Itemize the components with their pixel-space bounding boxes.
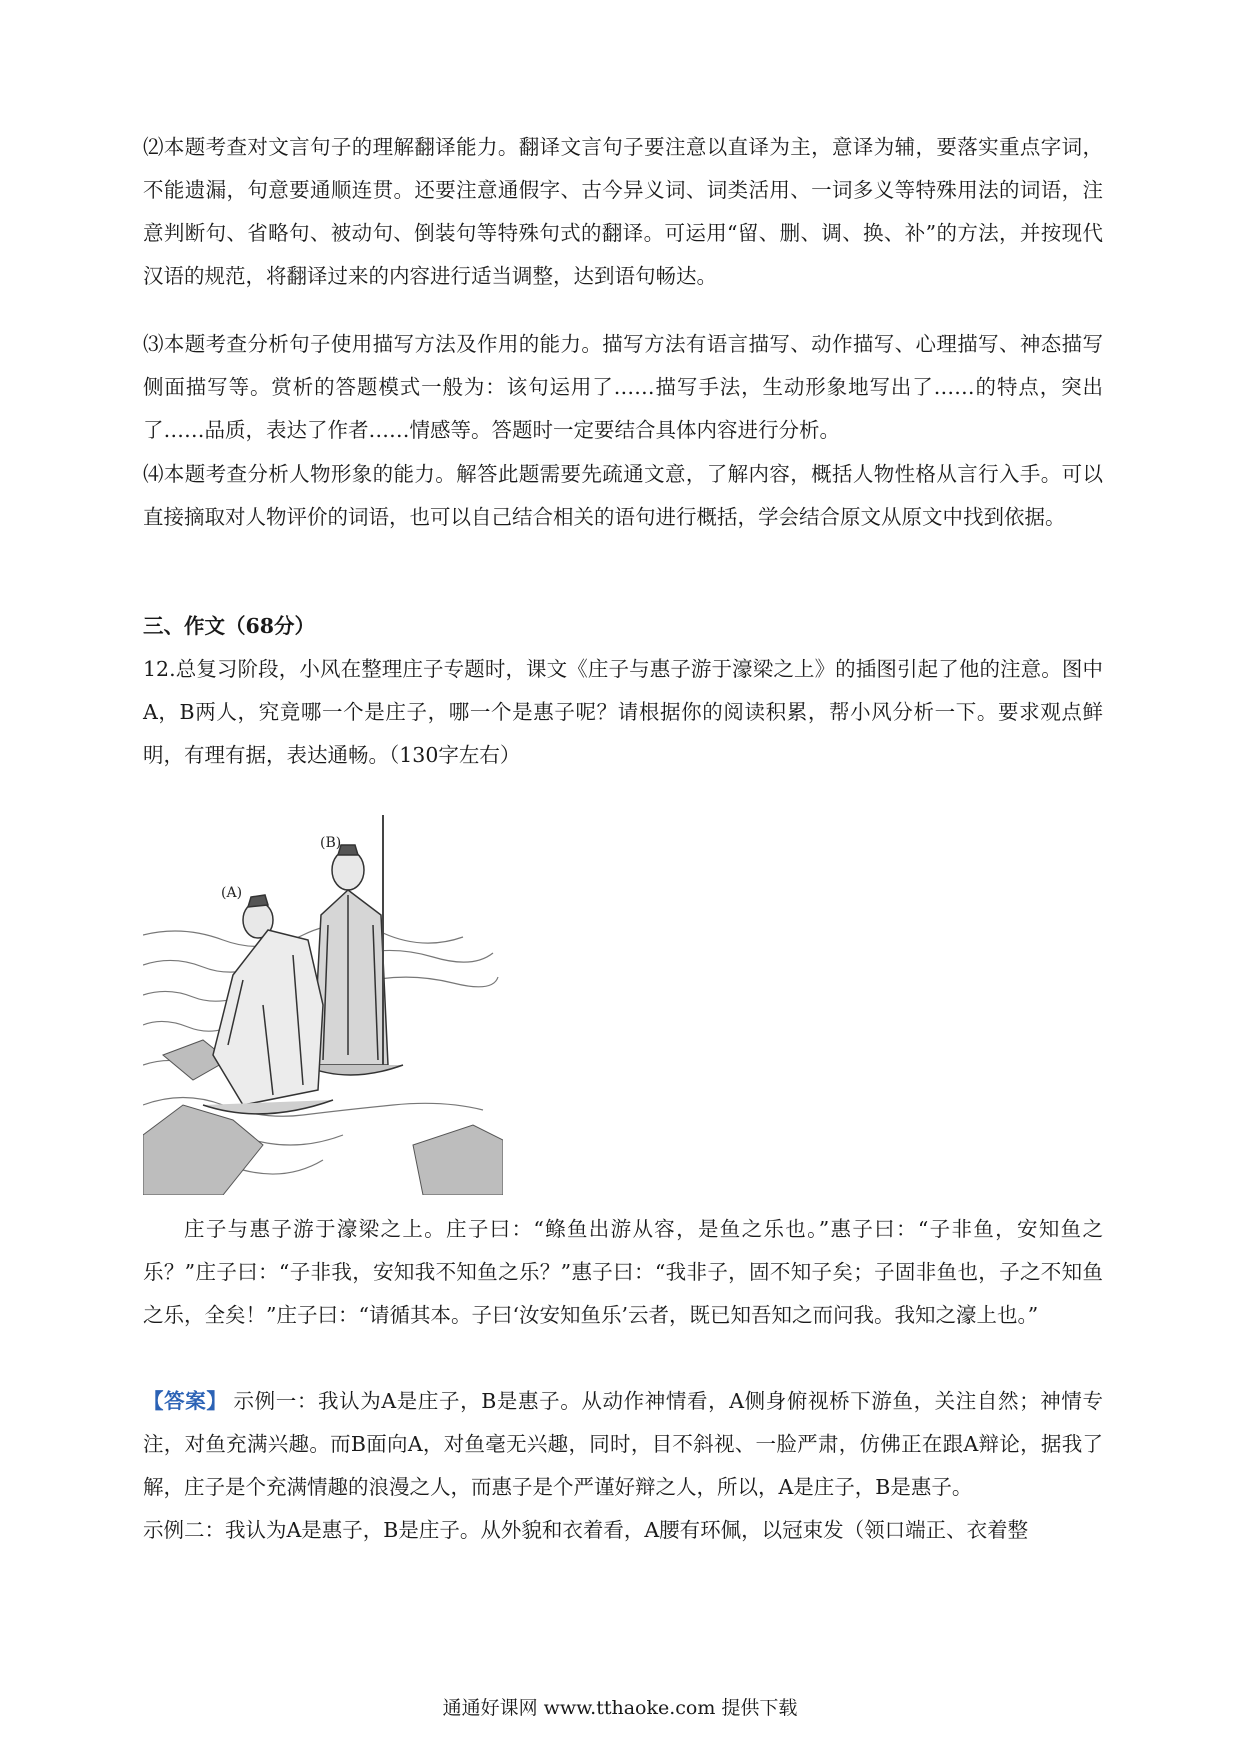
section-heading: 三、作文（68分） xyxy=(143,614,316,638)
page-footer: 通通好课网 www.tthaoke.com 提供下载 xyxy=(442,1697,798,1719)
analysis-paragraph-3: ⑶本题考查分析句子使用描写方法及作用的能力。描写方法有语言描写、动作描写、心理描写、神态描写侧面描写等。赏析的答题模式一般为：该句运用了……描写手法，生动形象地写出了……的特点，突出了……品质，表达了作者……情感等。答题时一定要结合具体内容进行分析。 xyxy=(143,332,1103,442)
question-12: 12.总复习阶段，小风在整理庄子专题时，课文《庄子与惠子游于濠梁之上》的插图引起了他的注意。图中A，B两人，究竟哪一个是庄子，哪一个是惠子呢？请根据你的阅读积累，帮小风分析一下。要求观点鲜明，有理有据，表达通畅。（130字左右） xyxy=(143,657,1103,767)
answer-example-2: 示例二：我认为A是惠子，B是庄子。从外貌和衣着看，A腰有环佩，以冠束发（领口端正、衣着整 xyxy=(143,1518,1029,1542)
zhuangzi-huizi-illustration xyxy=(143,805,503,1195)
classical-passage: 庄子与惠子游于濠梁之上。庄子曰：“鲦鱼出游从容，是鱼之乐也。”惠子曰：“子非鱼，安知鱼之乐？”庄子曰：“子非我，安知我不知鱼之乐？”惠子曰：“我非子，固不知子矣；子固非鱼也，子之不知鱼之乐，全矣！”庄子曰：“请循其本。子曰‘汝安知鱼乐’云者，既已知吾知之而问我。我知之濠上也。” xyxy=(143,1217,1103,1327)
analysis-paragraph-4: ⑷本题考查分析人物形象的能力。解答此题需要先疏通文意，了解内容，概括人物性格从言行入手。可以直接摘取对人物评价的词语，也可以自己结合相关的语句进行概括，学会结合原文从原文中找到依据。 xyxy=(143,462,1103,529)
answer-example-1-text: 示例一：我认为A是庄子，B是惠子。从动作神情看，A侧身俯视桥下游鱼，关注自然；神情专注，对鱼充满兴趣。而B面向A，对鱼毫无兴趣，同时，目不斜视、一脸严肃，仿佛正在跟A辩论，据我了解，庄子是个充满情趣的浪漫之人，而惠子是个严谨好辩之人，所以，A是庄子，B是惠子。 xyxy=(143,1389,1104,1499)
answer-label: 【答案】 xyxy=(143,1389,228,1413)
analysis-paragraph-2: ⑵本题考查对文言句子的理解翻译能力。翻译文言句子要注意以直译为主，意译为辅，要落实重点字词，不能遗漏，句意要通顺连贯。还要注意通假字、古今异义词、词类活用、一词多义等特殊用法的词语，注意判断句、省略句、被动句、倒装句等特殊句式的翻译。可运用“留、删、调、换、补”的方法，并按现代汉语的规范，将翻译过来的内容进行适当调整，达到语句畅达。 xyxy=(143,135,1103,288)
answer-example-1 xyxy=(143,1380,1103,1509)
label-b: (B) xyxy=(320,835,342,851)
label-a: (A) xyxy=(221,885,243,901)
